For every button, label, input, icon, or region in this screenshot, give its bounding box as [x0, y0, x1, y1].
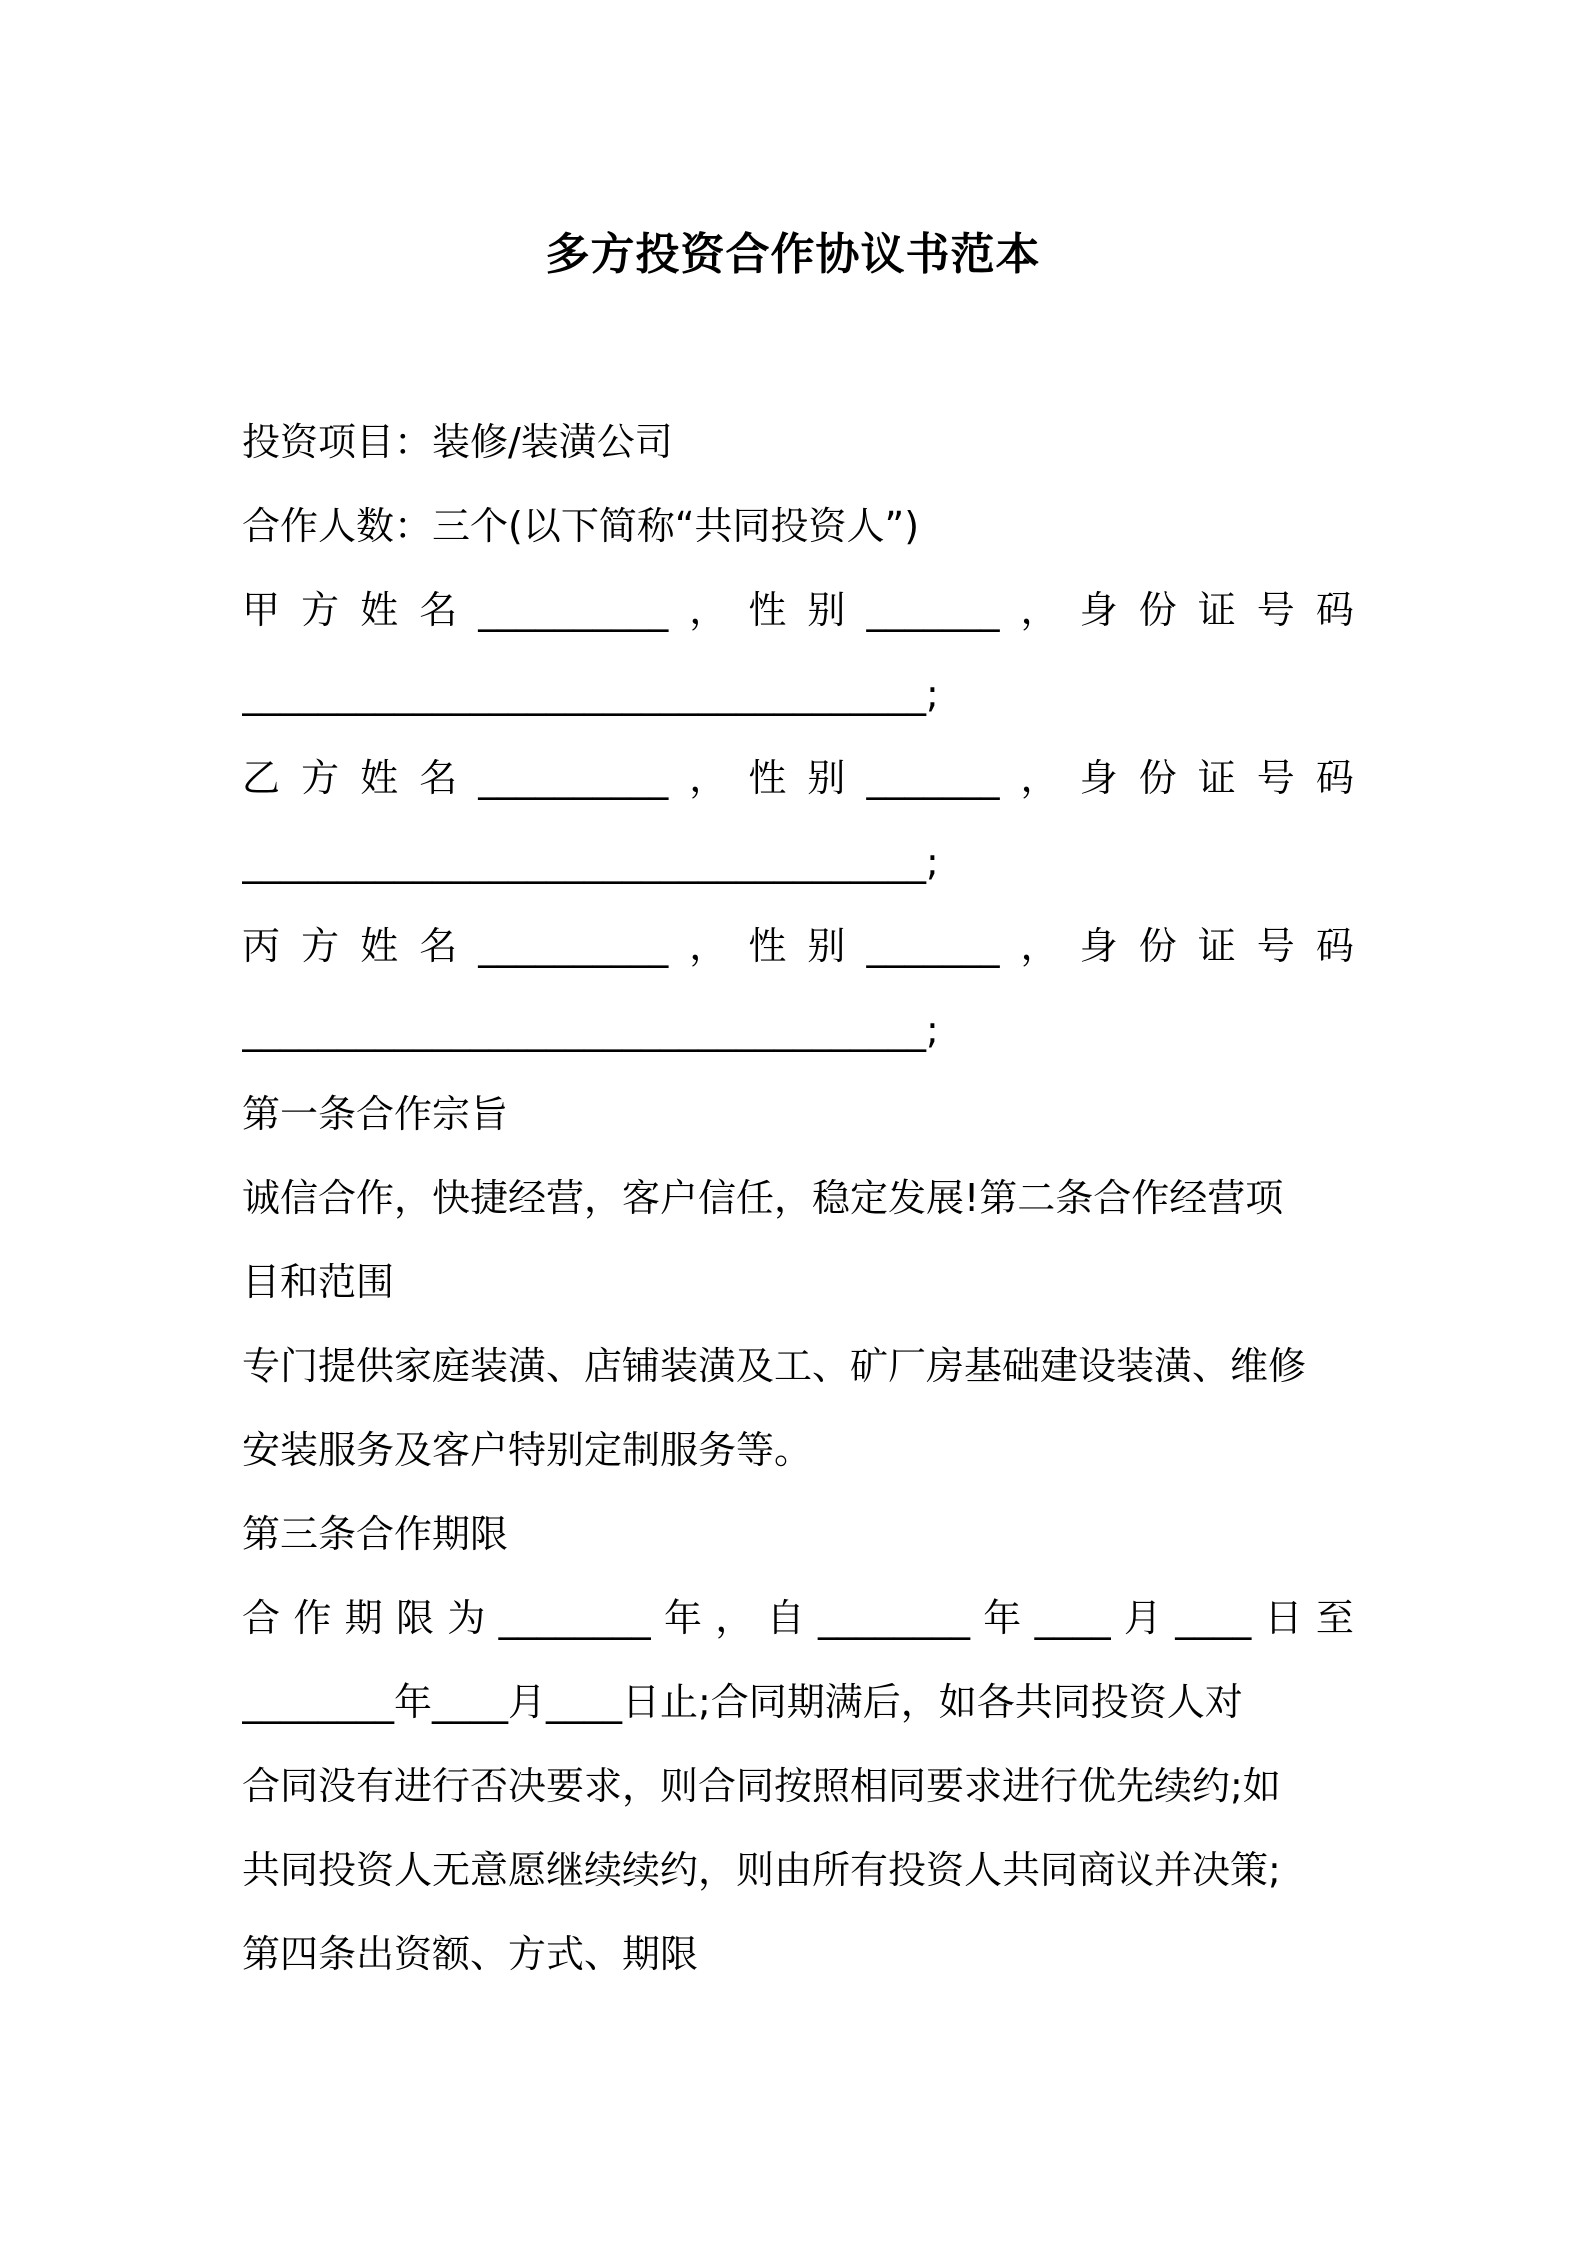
party-c-id-line: ____________________________________;	[242, 1008, 939, 1052]
article1-heading: 第一条合作宗旨	[242, 1092, 509, 1136]
a3-word-8: 自	[766, 1596, 805, 1640]
a3-word-6: 年	[663, 1596, 702, 1640]
party-c-gender-2: 别	[807, 924, 846, 968]
document-title: 多方投资合作协议书范本	[545, 229, 1041, 280]
article1-line1: 诚信合作，快捷经营，客户信任，稳定发展!第二条合作经营项	[242, 1176, 1284, 1220]
article1-line2: 目和范围	[242, 1260, 395, 1304]
a3-word-15: 至	[1315, 1596, 1354, 1640]
party-b-id-1: 身	[1079, 756, 1118, 800]
a3-word-3: 限	[395, 1596, 434, 1640]
party-b-gender-2: 别	[807, 756, 846, 800]
party-b-gender-blank: _______	[866, 756, 1000, 800]
party-b-id-2: 份	[1138, 756, 1177, 800]
party-c-label-4: 名	[419, 924, 458, 968]
party-b-label-4: 名	[419, 756, 458, 800]
party-a-id-1: 身	[1079, 588, 1118, 632]
party-b-line	[242, 736, 1354, 820]
article4-heading: 第四条出资额、方式、期限	[242, 1932, 699, 1976]
party-c-id-4: 号	[1256, 924, 1295, 968]
party-a-gender-2: 别	[807, 588, 846, 632]
party-c-id-3: 证	[1197, 924, 1236, 968]
party-a-sep2: ，	[1020, 588, 1059, 632]
party-b-id-3: 证	[1197, 756, 1236, 800]
a3-word-10: 年	[983, 1596, 1022, 1640]
party-a-id-2: 份	[1138, 588, 1177, 632]
article3-line4: 共同投资人无意愿继续续约，则由所有投资人共同商议并决策;	[242, 1848, 1281, 1892]
a3-word-4: 为	[447, 1596, 486, 1640]
party-b-label-2: 方	[301, 756, 340, 800]
party-a-sep1: ，	[689, 588, 728, 632]
party-a-label-2: 方	[301, 588, 340, 632]
a3-word-12: 月	[1123, 1596, 1162, 1640]
party-c-id-5: 码	[1315, 924, 1354, 968]
party-b-gender-1: 性	[748, 756, 787, 800]
document-body	[242, 400, 1354, 1996]
party-c-gender-1: 性	[748, 924, 787, 968]
party-c-gender-blank: _______	[866, 924, 1000, 968]
a3-word-14: 日	[1264, 1596, 1303, 1640]
party-c-sep1: ，	[689, 924, 728, 968]
party-c-line	[242, 904, 1354, 988]
party-c-sep2: ，	[1020, 924, 1059, 968]
a3-word-13: ____	[1175, 1596, 1252, 1640]
project-line: 投资项目：装修/装潢公司	[242, 420, 673, 464]
party-a-id-line: ____________________________________;	[242, 672, 939, 716]
article3-line2: ________年____月____日止;合同期满后，如各共同投资人对	[242, 1680, 1243, 1724]
article2-line1: 专门提供家庭装潢、店铺装潢及工、矿厂房基础建设装潢、维修	[242, 1344, 1307, 1388]
party-c-id-1: 身	[1079, 924, 1118, 968]
a3-word-9: ________	[817, 1596, 970, 1640]
party-c-name-blank: __________	[478, 924, 669, 968]
article3-line3: 合同没有进行否决要求，则合同按照相同要求进行优先续约;如	[242, 1764, 1281, 1808]
party-b-label-3: 姓	[360, 756, 399, 800]
party-a-line	[242, 568, 1354, 652]
party-b-sep1: ，	[689, 756, 728, 800]
party-a-gender-1: 性	[748, 588, 787, 632]
article3-heading: 第三条合作期限	[242, 1512, 509, 1556]
party-b-id-4: 号	[1256, 756, 1295, 800]
party-a-id-3: 证	[1197, 588, 1236, 632]
party-b-sep2: ，	[1020, 756, 1059, 800]
article2-line2: 安装服务及客户特别定制服务等。	[242, 1428, 813, 1472]
party-c-label-3: 姓	[360, 924, 399, 968]
party-a-name-blank: __________	[478, 588, 669, 632]
party-b-id-5: 码	[1315, 756, 1354, 800]
party-c-label-1: 丙	[242, 924, 281, 968]
a3-word-0: 合	[242, 1596, 281, 1640]
party-a-label-1: 甲	[242, 588, 281, 632]
party-a-gender-blank: _______	[866, 588, 1000, 632]
a3-word-7: ，	[715, 1596, 754, 1640]
party-c-id-2: 份	[1138, 924, 1177, 968]
party-a-id-5: 码	[1315, 588, 1354, 632]
party-a-label-4: 名	[419, 588, 458, 632]
a3-word-5: ________	[498, 1596, 651, 1640]
party-b-label-1: 乙	[242, 756, 281, 800]
a3-word-2: 期	[344, 1596, 383, 1640]
a3-word-1: 作	[293, 1596, 332, 1640]
party-c-label-2: 方	[301, 924, 340, 968]
a3-word-11: ____	[1034, 1596, 1111, 1640]
party-b-name-blank: __________	[478, 756, 669, 800]
partners-line: 合作人数：三个(以下简称“共同投资人”)	[242, 504, 920, 548]
article3-line1	[242, 1576, 1354, 1660]
party-a-label-3: 姓	[360, 588, 399, 632]
party-b-id-line: ____________________________________;	[242, 840, 939, 884]
party-a-id-4: 号	[1256, 588, 1295, 632]
